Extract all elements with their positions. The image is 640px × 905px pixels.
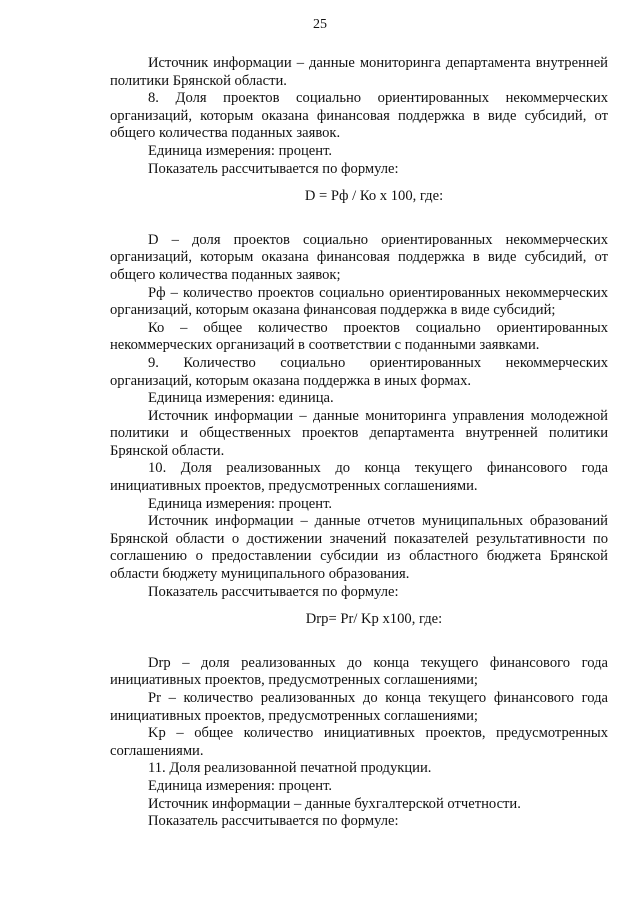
paragraph-unit-percent-2: Единица измерения: процент.: [148, 495, 333, 512]
formula-d: D = Рф / Ко х 100, где:: [304, 188, 444, 205]
definition-drp: Drp – доля реализованных до конца текущего финансового года инициативных проектов, предусмотренных соглашениями;: [110, 654, 608, 689]
definition-rf: Рф – количество проектов социально ориентированных некоммерческих организаций, которым оказана финансовая поддержка в виде субсидий;: [110, 284, 608, 319]
paragraph-source-info-3: Источник информации – данные отчетов муниципальных образований Брянской области о достижении значений показателей результативности по соглашению о предоставлении субсидии из областного бюджета Брянской области бюджету муниципального образования.: [110, 513, 608, 583]
paragraph-unit-percent-3: Единица измерения: процент.: [148, 777, 333, 794]
paragraph-item-9-title: 9. Количество социально ориентированных некоммерческих организаций, которым оказана поддержка в иных формах.: [110, 354, 608, 389]
paragraph-source-info-1: Источник информации – данные мониторинга департамента внутренней политики Брянской области.: [110, 55, 608, 89]
page-number: 25: [313, 17, 327, 32]
paragraph-item-11-title: 11. Доля реализованной печатной продукции.: [148, 760, 432, 777]
paragraph-formula-intro-1: Показатель рассчитывается по формуле:: [148, 160, 399, 177]
paragraph-source-info-4: Источник информации – данные бухгалтерской отчетности.: [148, 795, 521, 812]
paragraph-unit-percent-1: Единица измерения: процент.: [148, 142, 333, 159]
document-body: [110, 55, 608, 831]
paragraph-formula-intro-2: Показатель рассчитывается по формуле:: [148, 583, 399, 600]
paragraph-item-10-title: 10. Доля реализованных до конца текущего финансового года инициативных проектов, предусмотренных соглашениями.: [110, 460, 608, 495]
formula-drp: Drp= Pr/ Kp x100, где:: [305, 611, 443, 628]
paragraph-formula-intro-3: Показатель рассчитывается по формуле:: [148, 813, 399, 830]
paragraph-source-info-2: Источник информации – данные мониторинга управления молодежной политики и общественных проектов департамента внутренней политики Брянской области.: [110, 407, 608, 459]
paragraph-unit-unit: Единица измерения: единица.: [148, 390, 334, 407]
definition-d: D – доля проектов социально ориентированных некоммерческих организаций, которым оказана финансовая поддержка в виде субсидий, от общего количества поданных заявок;: [110, 231, 608, 283]
paragraph-item-8-title: 8. Доля проектов социально ориентированных некоммерческих организаций, которым оказана финансовая поддержка в виде субсидий, от общего количества поданных заявок.: [110, 90, 608, 142]
definition-kp: Kp – общее количество инициативных проектов, предусмотренных соглашениями.: [110, 725, 608, 759]
definition-ko: Ко – общее количество проектов социально ориентированных некоммерческих организаций в соответствии с поданными заявками.: [110, 319, 608, 354]
definition-pr: Pr – количество реализованных до конца текущего финансового года инициативных проектов, предусмотренных соглашениями;: [110, 690, 608, 724]
